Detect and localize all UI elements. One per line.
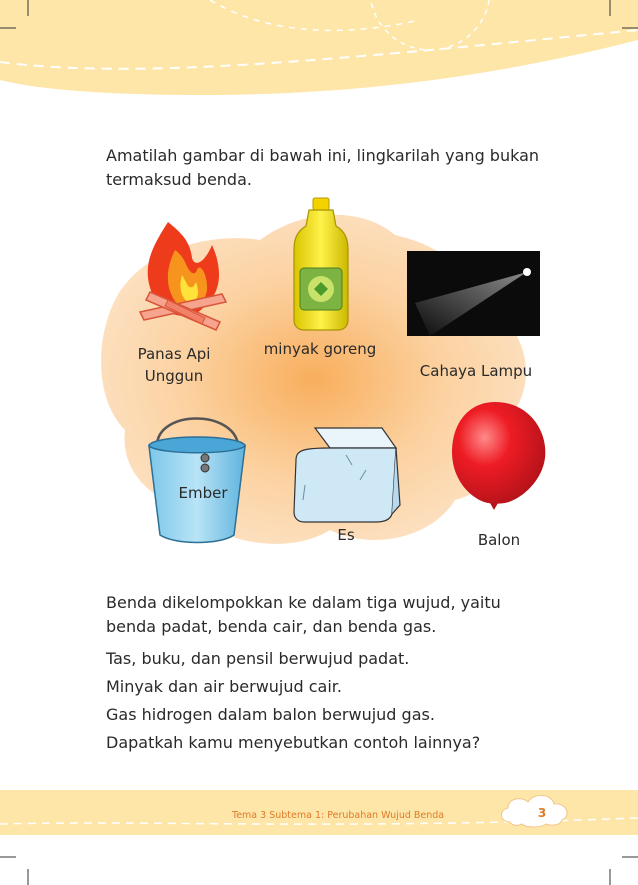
- footer-text: Tema 3 Subtema 1: Perubahan Wujud Benda: [232, 810, 445, 821]
- paragraph-line: Gas hidrogen dalam balon berwujud gas.: [106, 705, 435, 724]
- label-es: Es: [337, 526, 355, 544]
- label-unggun: Unggun: [144, 367, 204, 385]
- label-balon: Balon: [477, 531, 521, 549]
- label-minyak-goreng: minyak goreng: [263, 340, 377, 358]
- label-ember: Ember: [178, 484, 228, 502]
- instruction-text: Amatilah gambar di bawah ini, lingkarilah yang bukan termaksud benda.: [106, 146, 540, 189]
- paragraph-line: benda padat, benda cair, dan benda gas.: [106, 617, 437, 636]
- lamp-light-icon: [407, 251, 540, 336]
- page-number: 3: [537, 806, 547, 820]
- label-panas-api: Panas Api: [137, 345, 211, 363]
- paragraph-line: Dapatkah kamu menyebutkan contoh lainnya?: [106, 733, 481, 752]
- paragraph-line: Minyak dan air berwujud cair.: [106, 677, 342, 696]
- paragraph-line: Tas, buku, dan pensil berwujud padat.: [106, 649, 410, 668]
- label-cahaya-lampu: Cahaya Lampu: [419, 362, 533, 380]
- paragraph-line: Benda dikelompokkan ke dalam tiga wujud, yaitu: [106, 593, 501, 612]
